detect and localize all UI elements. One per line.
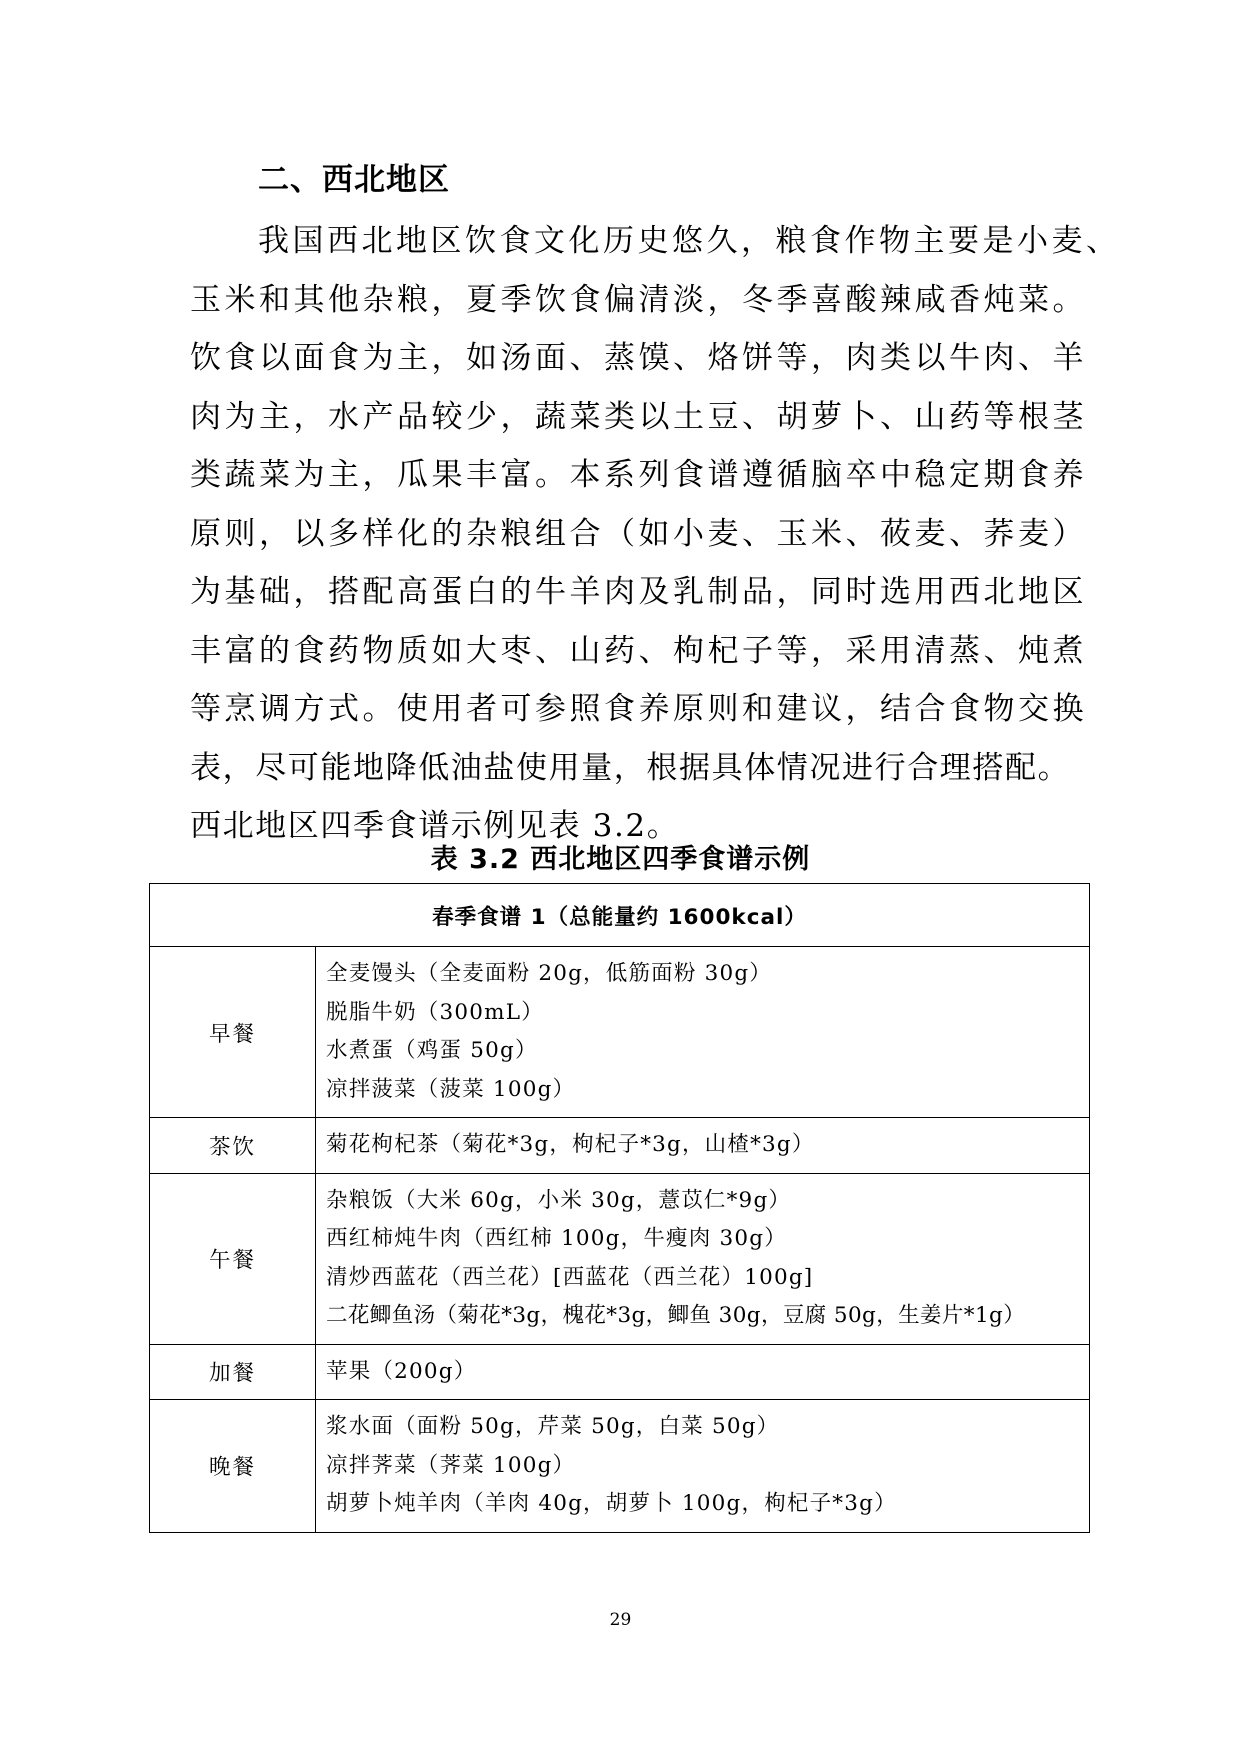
section-heading: 二、西北地区: [258, 162, 450, 198]
meal-items: [316, 947, 1090, 1118]
paragraph-line: 丰富的食药物质如大枣、山药、枸杞子等，采用清蒸、炖煮: [190, 632, 1087, 669]
meal-name: 早餐: [150, 947, 316, 1118]
menu-item: 菊花枸杞茶（菊花*3g，枸杞子*3g，山楂*3g）: [326, 1132, 815, 1157]
meal-items: [316, 1344, 1090, 1400]
meal-name: 茶饮: [150, 1118, 316, 1174]
menu-item: 凉拌菠菜（菠菜 100g）: [326, 1076, 576, 1102]
seasonal-menu-table: [149, 883, 1090, 1533]
paragraph-line: 为基础，搭配高蛋白的牛羊肉及乳制品，同时选用西北地区: [190, 574, 1087, 610]
meal-items: [316, 1400, 1090, 1533]
paragraph-line: 玉米和其他杂粮，夏季饮食偏清淡，冬季喜酸辣咸香炖菜。: [190, 281, 1087, 318]
meal-items: [316, 1118, 1090, 1174]
table-row: [150, 1118, 1090, 1174]
body-paragraph: [190, 212, 1121, 856]
menu-item: 浆水面（面粉 50g，芹菜 50g，白菜 50g）: [326, 1414, 780, 1439]
paragraph-line: 表，尽可能地降低油盐使用量，根据具体情况进行合理搭配。: [190, 749, 1071, 786]
table-row: [150, 1173, 1090, 1344]
table-row: [150, 947, 1090, 1118]
menu-item: 胡萝卜炖羊肉（羊肉 40g，胡萝卜 100g，枸杞子*3g）: [326, 1491, 897, 1516]
meal-name: 晚餐: [150, 1400, 316, 1533]
menu-item: 全麦馒头（全麦面粉 20g，低筋面粉 30g）: [326, 961, 773, 986]
menu-item: 脱脂牛奶（300mL）: [326, 999, 544, 1025]
paragraph-line: 饮食以面食为主，如汤面、蒸馍、烙饼等，肉类以牛肉、羊: [190, 340, 1087, 376]
menu-item: 水煮蛋（鸡蛋 50g）: [326, 1038, 538, 1063]
paragraph-line: 原则，以多样化的杂粮组合（如小麦、玉米、莜麦、荞麦）: [190, 515, 1087, 552]
menu-item: 苹果（200g）: [326, 1358, 477, 1384]
paragraph-line: 类蔬菜为主，瓜果丰富。本系列食谱遵循脑卒中稳定期食养: [190, 457, 1087, 493]
table-row: [150, 1344, 1090, 1400]
page-number: 29: [609, 1610, 632, 1630]
menu-item: 杂粮饭（大米 60g，小米 30g，薏苡仁*9g）: [326, 1187, 792, 1213]
table-caption: 表 3.2 西北地区四季食谱示例: [430, 844, 811, 875]
meal-items: [316, 1173, 1090, 1344]
paragraph-line: 肉为主，水产品较少，蔬菜类以土豆、胡萝卜、山药等根茎: [190, 398, 1087, 435]
meal-name: 午餐: [150, 1173, 316, 1344]
menu-item: 二花鲫鱼汤（菊花*3g，槐花*3g，鲫鱼 30g，豆腐 50g，生姜片*1g）: [326, 1303, 1026, 1328]
paragraph-line: 我国西北地区饮食文化历史悠久，粮食作物主要是小麦、: [258, 223, 1121, 259]
paragraph-line: 西北地区四季食谱示例见表 3.2。: [190, 808, 680, 844]
table-header-row: [150, 884, 1090, 947]
menu-item: 西红柿炖牛肉（西红柿 100g，牛瘦肉 30g）: [326, 1226, 787, 1251]
menu-item: 凉拌荠菜（荠菜 100g）: [326, 1452, 576, 1478]
table-row: [150, 1400, 1090, 1533]
menu-item: 清炒西蓝花（西兰花）[西蓝花（西兰花）100g]: [326, 1264, 814, 1290]
table-header: 春季食谱 1（总能量约 1600kcal）: [150, 884, 1090, 947]
paragraph-line: 等烹调方式。使用者可参照食养原则和建议，结合食物交换: [190, 691, 1087, 727]
meal-name: 加餐: [150, 1344, 316, 1400]
